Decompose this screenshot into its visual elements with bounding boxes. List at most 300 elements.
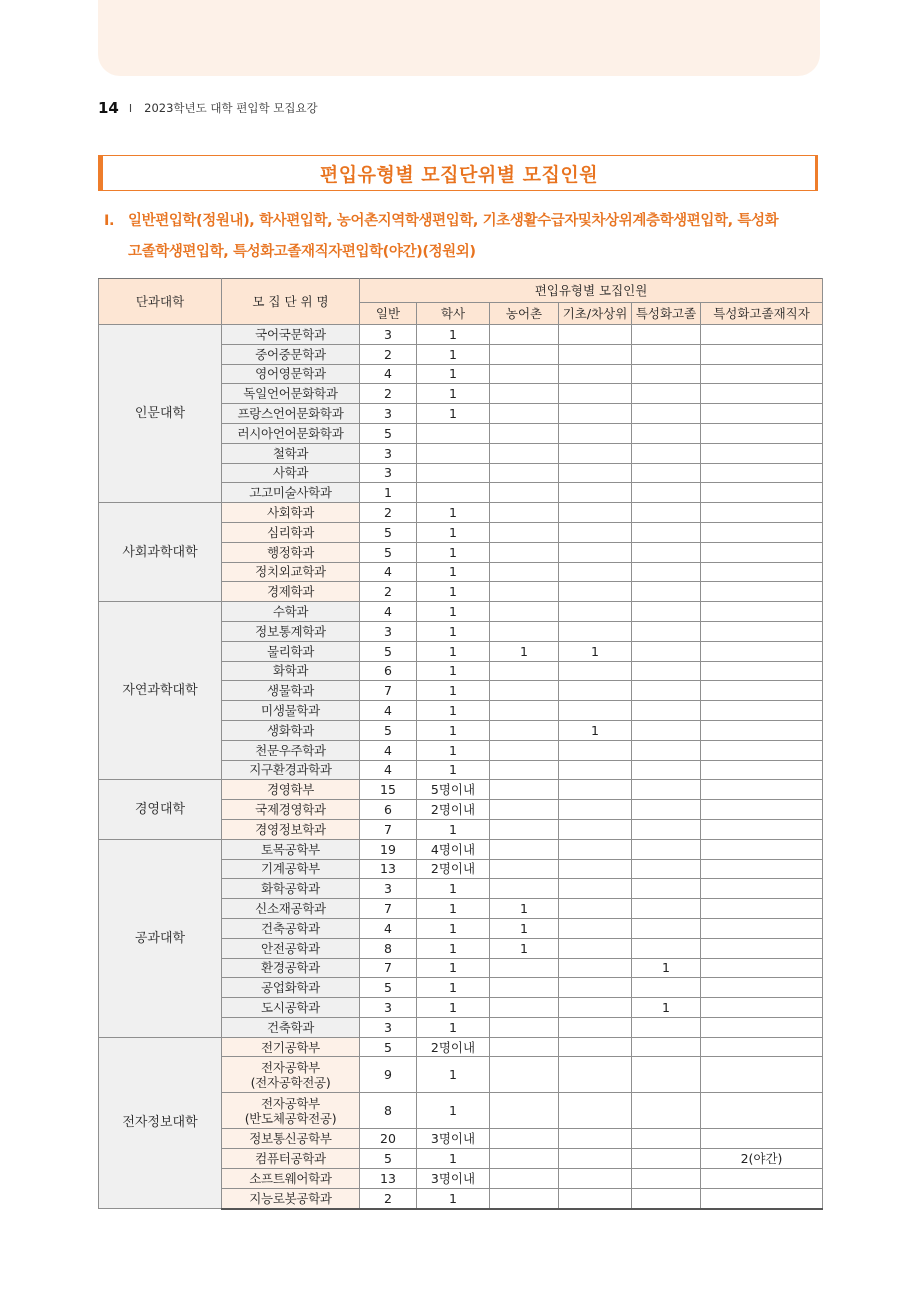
count-vocational-employed [701, 701, 823, 721]
count-general: 4 [360, 918, 417, 938]
count-vocational-employed [701, 602, 823, 622]
header-bachelor: 학사 [417, 303, 490, 325]
count-bachelor: 1 [417, 938, 490, 958]
department-name: 정보통계학과 [255, 623, 326, 639]
department-cell [222, 899, 360, 919]
count-vocational [632, 542, 701, 562]
count-vocational [632, 1129, 701, 1149]
count-vocational [632, 740, 701, 760]
count-general: 3 [360, 443, 417, 463]
count-vocational-employed [701, 681, 823, 701]
section-title-box [98, 155, 818, 191]
department-name: 소프트웨어학과 [249, 1170, 332, 1186]
count-vocational-employed [701, 384, 823, 404]
count-vocational [632, 325, 701, 345]
table-row [99, 602, 823, 622]
count-vocational-employed [701, 1129, 823, 1149]
count-rural [490, 978, 559, 998]
count-vocational-employed [701, 423, 823, 443]
college-cell: 인문대학 [99, 325, 222, 503]
department-cell [222, 938, 360, 958]
count-low-income: 1 [559, 720, 632, 740]
count-vocational-employed [701, 859, 823, 879]
count-vocational-employed [701, 661, 823, 681]
department-cell [222, 800, 360, 820]
count-rural [490, 522, 559, 542]
count-low-income [559, 780, 632, 800]
count-low-income [559, 839, 632, 859]
count-bachelor: 1 [417, 325, 490, 345]
count-low-income [559, 681, 632, 701]
page-number: 14 [98, 99, 119, 117]
count-general: 2 [360, 344, 417, 364]
count-bachelor: 1 [417, 1057, 490, 1093]
count-bachelor: 5명이내 [417, 780, 490, 800]
count-rural [490, 661, 559, 681]
count-bachelor: 1 [417, 1149, 490, 1169]
department-name: 독일언어문화학과 [243, 386, 338, 402]
section-title: 편입유형별 모집단위별 모집인원 [319, 163, 599, 186]
count-bachelor: 1 [417, 562, 490, 582]
count-low-income: 1 [559, 641, 632, 661]
count-general: 9 [360, 1057, 417, 1093]
count-bachelor: 1 [417, 344, 490, 364]
header-rural: 농어촌 [490, 303, 559, 325]
count-bachelor: 1 [417, 542, 490, 562]
department-name: 토목공학부 [261, 841, 320, 857]
count-vocational-employed [701, 364, 823, 384]
department-cell [222, 503, 360, 523]
count-bachelor: 1 [417, 998, 490, 1018]
department-name: 공업화학과 [261, 980, 320, 996]
count-vocational [632, 780, 701, 800]
count-vocational-employed [701, 899, 823, 919]
count-bachelor: 1 [417, 522, 490, 542]
count-low-income [559, 1093, 632, 1129]
department-name: 미생물학과 [261, 703, 320, 719]
count-bachelor [417, 423, 490, 443]
count-low-income [559, 503, 632, 523]
count-vocational [632, 720, 701, 740]
count-bachelor: 1 [417, 661, 490, 681]
department-name: 국어국문학과 [255, 326, 326, 342]
count-rural [490, 720, 559, 740]
count-rural [490, 1037, 559, 1057]
department-cell [222, 384, 360, 404]
count-vocational [632, 1169, 701, 1189]
count-bachelor: 1 [417, 681, 490, 701]
count-vocational: 1 [632, 998, 701, 1018]
department-cell [222, 1129, 360, 1149]
count-low-income [559, 958, 632, 978]
count-low-income [559, 1169, 632, 1189]
department-cell [222, 958, 360, 978]
count-vocational [632, 879, 701, 899]
count-vocational-employed [701, 641, 823, 661]
count-rural [490, 800, 559, 820]
count-vocational [632, 443, 701, 463]
department-cell [222, 602, 360, 622]
department-name: 정보통신공학부 [249, 1131, 332, 1147]
count-rural [490, 582, 559, 602]
count-rural [490, 819, 559, 839]
department-cell [222, 404, 360, 424]
count-general: 2 [360, 384, 417, 404]
count-bachelor [417, 463, 490, 483]
count-vocational-employed [701, 522, 823, 542]
count-rural [490, 463, 559, 483]
count-low-income [559, 1188, 632, 1208]
count-low-income [559, 819, 632, 839]
count-rural [490, 1169, 559, 1189]
count-bachelor: 1 [417, 819, 490, 839]
table-row [99, 1037, 823, 1057]
department-cell [222, 562, 360, 582]
department-name: 국제경영학과 [255, 802, 326, 818]
count-rural [490, 879, 559, 899]
department-name: 천문우주학과 [255, 742, 326, 758]
count-general: 8 [360, 938, 417, 958]
count-bachelor: 1 [417, 720, 490, 740]
count-vocational-employed [701, 839, 823, 859]
recruitment-table [98, 278, 823, 1210]
count-general: 6 [360, 800, 417, 820]
count-general: 3 [360, 463, 417, 483]
count-general: 20 [360, 1129, 417, 1149]
table-body [99, 325, 823, 1209]
college-cell: 자연과학대학 [99, 602, 222, 780]
table-row [99, 780, 823, 800]
count-rural: 1 [490, 641, 559, 661]
count-rural [490, 780, 559, 800]
department-cell [222, 423, 360, 443]
header-recruit-group: 편입유형별 모집인원 [360, 279, 823, 303]
department-cell [222, 859, 360, 879]
count-vocational [632, 839, 701, 859]
department-name: 물리학과 [266, 643, 315, 659]
count-low-income [559, 384, 632, 404]
department-name: 영어영문학과 [255, 366, 326, 382]
department-name: 생물학과 [266, 683, 315, 699]
count-rural [490, 404, 559, 424]
department-cell [222, 364, 360, 384]
count-rural [490, 958, 559, 978]
count-rural [490, 1188, 559, 1208]
count-general: 4 [360, 740, 417, 760]
count-general: 13 [360, 1169, 417, 1189]
count-general: 5 [360, 1037, 417, 1057]
count-bachelor: 1 [417, 701, 490, 721]
header-department: 모 집 단 위 명 [222, 279, 360, 325]
department-name: 건축공학과 [261, 920, 320, 936]
header-vocational: 특성화고졸 [632, 303, 701, 325]
count-vocational [632, 404, 701, 424]
count-vocational [632, 1149, 701, 1169]
count-vocational [632, 661, 701, 681]
header-vocational-employed: 특성화고졸재직자 [701, 303, 823, 325]
section-number: Ⅰ. [104, 213, 115, 229]
count-general: 7 [360, 958, 417, 978]
count-bachelor: 1 [417, 760, 490, 780]
count-vocational-employed [701, 918, 823, 938]
count-bachelor: 2명이내 [417, 1037, 490, 1057]
count-low-income [559, 978, 632, 998]
department-name: 컴퓨터공학과 [255, 1151, 326, 1167]
department-name: 사회학과 [266, 505, 315, 521]
count-vocational-employed [701, 325, 823, 345]
count-general: 3 [360, 325, 417, 345]
count-vocational-employed [701, 1017, 823, 1037]
department-major: (전자공학전공) [250, 1074, 331, 1090]
department-name: 행정학과 [266, 544, 315, 560]
count-low-income [559, 443, 632, 463]
department-cell [222, 522, 360, 542]
count-general: 8 [360, 1093, 417, 1129]
count-vocational-employed [701, 404, 823, 424]
count-vocational [632, 423, 701, 443]
department-name: 화학공학과 [261, 881, 320, 897]
count-vocational-employed [701, 998, 823, 1018]
department-cell [222, 819, 360, 839]
count-low-income [559, 1129, 632, 1149]
count-bachelor: 1 [417, 364, 490, 384]
count-vocational [632, 582, 701, 602]
count-vocational-employed [701, 720, 823, 740]
count-vocational-employed [701, 780, 823, 800]
count-vocational [632, 384, 701, 404]
department-cell [222, 1188, 360, 1208]
count-general: 4 [360, 562, 417, 582]
department-cell [222, 641, 360, 661]
department-cell [222, 542, 360, 562]
count-vocational-employed [701, 621, 823, 641]
department-cell [222, 1017, 360, 1037]
department-name: 화학과 [272, 663, 309, 679]
department-major: (반도체공학전공) [244, 1110, 337, 1126]
department-name: 고고미술사학과 [249, 485, 332, 501]
department-cell [222, 1093, 360, 1129]
count-rural [490, 483, 559, 503]
count-vocational [632, 1057, 701, 1093]
count-low-income [559, 661, 632, 681]
count-bachelor: 3명이내 [417, 1169, 490, 1189]
count-vocational-employed [701, 344, 823, 364]
count-low-income [559, 364, 632, 384]
section-heading [104, 206, 826, 268]
count-vocational [632, 463, 701, 483]
count-vocational [632, 364, 701, 384]
college-cell: 전자정보대학 [99, 1037, 222, 1208]
table-row [99, 839, 823, 859]
count-bachelor: 1 [417, 740, 490, 760]
count-bachelor: 1 [417, 958, 490, 978]
department-name: 정치외교학과 [255, 564, 326, 580]
count-low-income [559, 522, 632, 542]
count-rural [490, 740, 559, 760]
count-rural [490, 542, 559, 562]
department-cell [222, 463, 360, 483]
count-vocational [632, 344, 701, 364]
count-low-income [559, 621, 632, 641]
header-low-income: 기초/차상위 [559, 303, 632, 325]
count-bachelor: 1 [417, 582, 490, 602]
count-vocational [632, 1093, 701, 1129]
count-low-income [559, 582, 632, 602]
count-general: 7 [360, 819, 417, 839]
department-cell [222, 344, 360, 364]
header-separator: I [128, 101, 133, 115]
department-cell [222, 1037, 360, 1057]
count-vocational [632, 503, 701, 523]
college-cell: 공과대학 [99, 839, 222, 1037]
count-vocational [632, 899, 701, 919]
count-general: 5 [360, 641, 417, 661]
count-general: 2 [360, 503, 417, 523]
department-cell [222, 760, 360, 780]
count-rural [490, 681, 559, 701]
count-vocational-employed: 2(야간) [701, 1149, 823, 1169]
count-rural [490, 701, 559, 721]
count-low-income [559, 1017, 632, 1037]
department-name: 지능로봇공학과 [249, 1190, 332, 1206]
count-vocational [632, 918, 701, 938]
document-title: 2023학년도 대학 편입학 모집요강 [144, 101, 318, 115]
count-vocational [632, 978, 701, 998]
count-rural: 1 [490, 918, 559, 938]
count-low-income [559, 800, 632, 820]
count-bachelor: 1 [417, 404, 490, 424]
department-cell [222, 325, 360, 345]
department-cell [222, 1149, 360, 1169]
department-name: 안전공학과 [261, 940, 320, 956]
section-heading-text2: 고졸학생편입학, 특성화고졸재직자편입학(야간)(정원외) [128, 244, 476, 260]
count-vocational-employed [701, 1169, 823, 1189]
department-name: 사학과 [272, 465, 309, 481]
count-vocational-employed [701, 562, 823, 582]
department-cell [222, 998, 360, 1018]
count-general: 5 [360, 978, 417, 998]
department-cell [222, 1057, 360, 1093]
count-low-income [559, 542, 632, 562]
count-rural [490, 364, 559, 384]
department-cell [222, 1169, 360, 1189]
count-rural [490, 1093, 559, 1129]
department-name: 도시공학과 [261, 999, 320, 1015]
count-rural [490, 839, 559, 859]
count-vocational-employed [701, 582, 823, 602]
department-cell [222, 701, 360, 721]
count-general: 7 [360, 899, 417, 919]
count-vocational [632, 562, 701, 582]
count-low-income [559, 760, 632, 780]
count-bachelor [417, 443, 490, 463]
count-vocational-employed [701, 740, 823, 760]
count-general: 4 [360, 602, 417, 622]
count-general: 3 [360, 404, 417, 424]
count-vocational [632, 760, 701, 780]
count-bachelor: 1 [417, 1093, 490, 1129]
count-vocational-employed [701, 800, 823, 820]
count-bachelor: 1 [417, 621, 490, 641]
count-rural [490, 325, 559, 345]
count-low-income [559, 404, 632, 424]
count-low-income [559, 562, 632, 582]
count-rural [490, 760, 559, 780]
department-name: 전자공학부 [261, 1059, 320, 1075]
department-cell [222, 720, 360, 740]
count-bachelor [417, 483, 490, 503]
count-rural [490, 1149, 559, 1169]
count-vocational-employed [701, 463, 823, 483]
count-bachelor: 1 [417, 602, 490, 622]
table-row [99, 503, 823, 523]
count-low-income [559, 938, 632, 958]
count-rural [490, 562, 559, 582]
count-vocational-employed [701, 1037, 823, 1057]
count-vocational [632, 701, 701, 721]
count-vocational: 1 [632, 958, 701, 978]
count-rural [490, 859, 559, 879]
department-cell [222, 780, 360, 800]
count-low-income [559, 325, 632, 345]
count-low-income [559, 1037, 632, 1057]
count-rural: 1 [490, 938, 559, 958]
college-cell: 경영대학 [99, 780, 222, 839]
count-bachelor: 2명이내 [417, 859, 490, 879]
count-vocational [632, 1017, 701, 1037]
department-cell [222, 839, 360, 859]
count-general: 5 [360, 1149, 417, 1169]
count-vocational [632, 1188, 701, 1208]
count-vocational-employed [701, 1093, 823, 1129]
count-vocational-employed [701, 760, 823, 780]
count-general: 15 [360, 780, 417, 800]
count-general: 2 [360, 1188, 417, 1208]
department-name: 신소재공학과 [255, 901, 326, 916]
count-rural [490, 1129, 559, 1149]
count-low-income [559, 463, 632, 483]
count-bachelor: 1 [417, 1188, 490, 1208]
department-name: 지구환경과학과 [249, 762, 332, 778]
count-rural [490, 1057, 559, 1093]
count-general: 2 [360, 582, 417, 602]
count-vocational [632, 681, 701, 701]
count-vocational-employed [701, 503, 823, 523]
department-name: 심리학과 [266, 524, 315, 540]
count-rural [490, 998, 559, 1018]
department-name: 환경공학과 [261, 960, 320, 976]
count-vocational [632, 1037, 701, 1057]
count-bachelor: 2명이내 [417, 800, 490, 820]
count-low-income [559, 879, 632, 899]
count-bachelor: 1 [417, 879, 490, 899]
count-bachelor: 3명이내 [417, 1129, 490, 1149]
count-vocational [632, 819, 701, 839]
top-decorative-band [98, 0, 820, 76]
count-rural [490, 423, 559, 443]
count-general: 13 [360, 859, 417, 879]
count-vocational-employed [701, 1057, 823, 1093]
count-bachelor: 1 [417, 918, 490, 938]
count-vocational [632, 522, 701, 542]
count-vocational [632, 641, 701, 661]
count-vocational-employed [701, 542, 823, 562]
count-general: 3 [360, 998, 417, 1018]
count-bachelor: 1 [417, 1017, 490, 1037]
section-heading-line1 [104, 206, 826, 237]
department-name: 중어중문학과 [255, 346, 326, 362]
department-name: 기계공학부 [261, 861, 320, 877]
